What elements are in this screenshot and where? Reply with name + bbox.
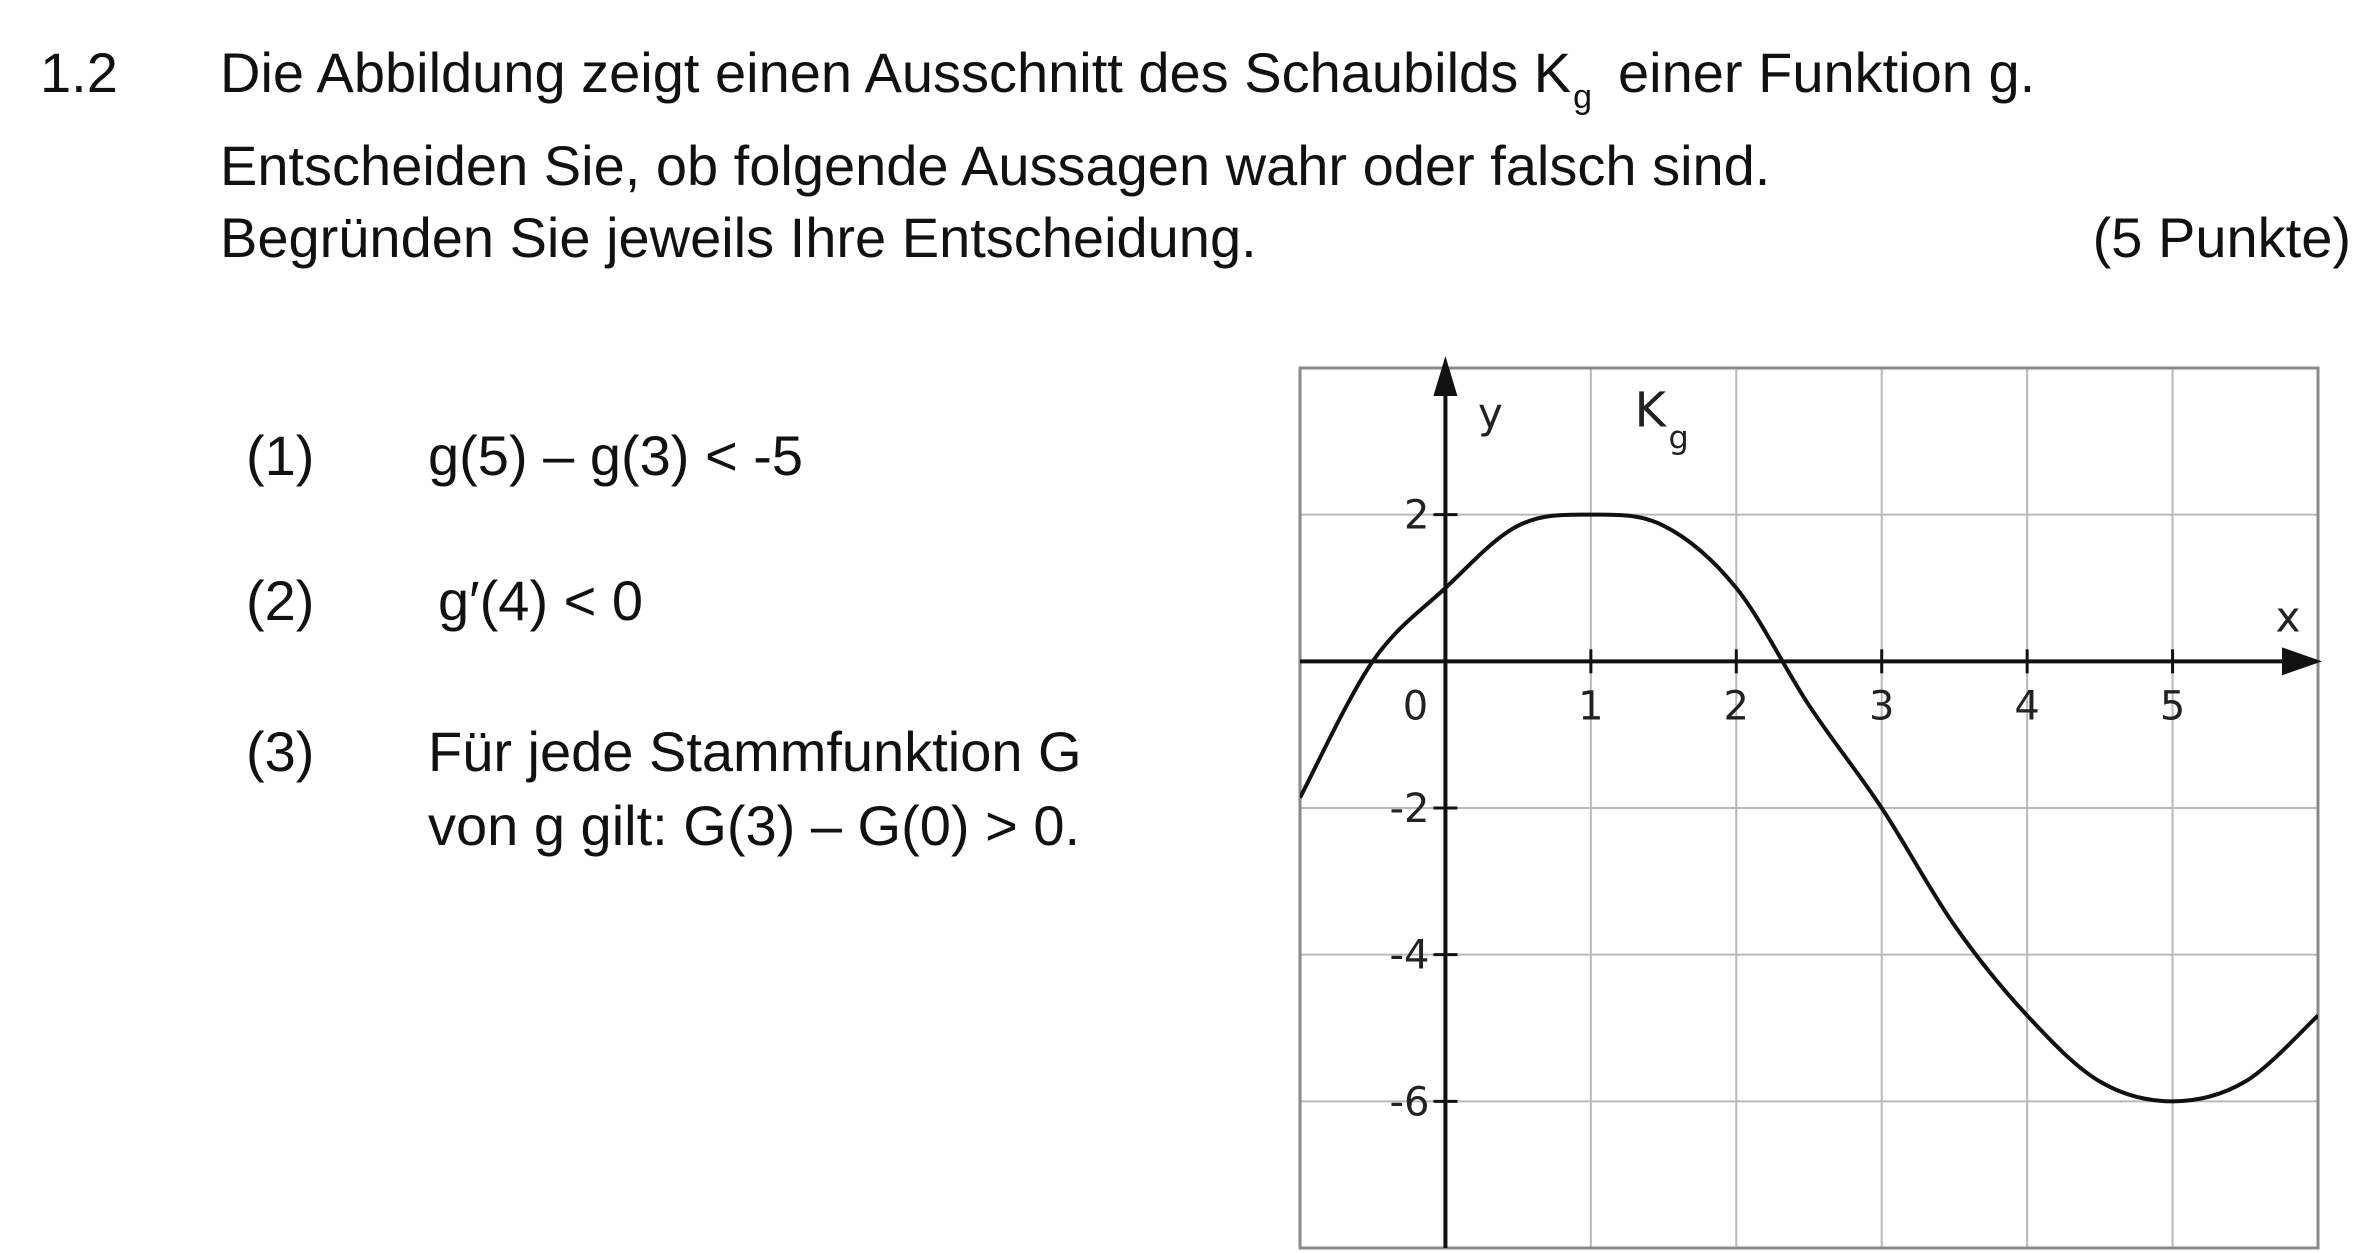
curve-label-subscript: g [1668, 418, 1689, 457]
x-axis-label: x [2275, 592, 2301, 642]
task-number: 1.2 [40, 41, 118, 104]
statement-2-number: (2) [246, 569, 315, 632]
x-tick-label: 0 [1402, 683, 1429, 730]
statement-1-text: g(5) – g(3) < -5 [428, 424, 804, 487]
intro-line1-before: Die Abbildung zeigt einen Ausschnitt des Schaubilds K [220, 41, 1572, 104]
y-tick-label: -6 [1389, 1079, 1430, 1126]
task-intro-line-2: Entscheiden Sie, ob folgende Aussagen wahr oder falsch sind. [220, 134, 1771, 197]
x-tick-label: 4 [2014, 683, 2040, 730]
x-tick-label: 1 [1578, 683, 1604, 730]
y-tick-label: -4 [1389, 932, 1430, 979]
y-tick-label: 2 [1403, 492, 1430, 539]
statement-1-number: (1) [246, 424, 315, 487]
x-axis-arrow [2282, 647, 2322, 675]
statement-3-number: (3) [246, 720, 315, 783]
points-label: (5 Punkte) [2092, 206, 2351, 269]
y-tick-label: -2 [1389, 786, 1430, 832]
task-intro-line-3: Begründen Sie jeweils Ihre Entscheidung. [220, 206, 1257, 269]
statement-3-text-line-1: Für jede Stammfunktion G [428, 720, 1082, 783]
x-tick-label: 5 [2159, 683, 2186, 730]
statement-3-text-line-2: von g gilt: G(3) – G(0) > 0. [428, 794, 1081, 857]
intro-line1-subscript: g [1573, 78, 1593, 116]
x-tick-label: 2 [1723, 683, 1750, 730]
x-tick-label: 3 [1868, 683, 1895, 730]
curve-label: K [1634, 382, 1666, 439]
y-axis-label: y [1477, 389, 1503, 438]
statement-2-text: g′(4) < 0 [438, 569, 644, 632]
intro-line1-after: einer Funktion g. [1618, 41, 2036, 104]
y-axis-arrow [1433, 356, 1457, 396]
